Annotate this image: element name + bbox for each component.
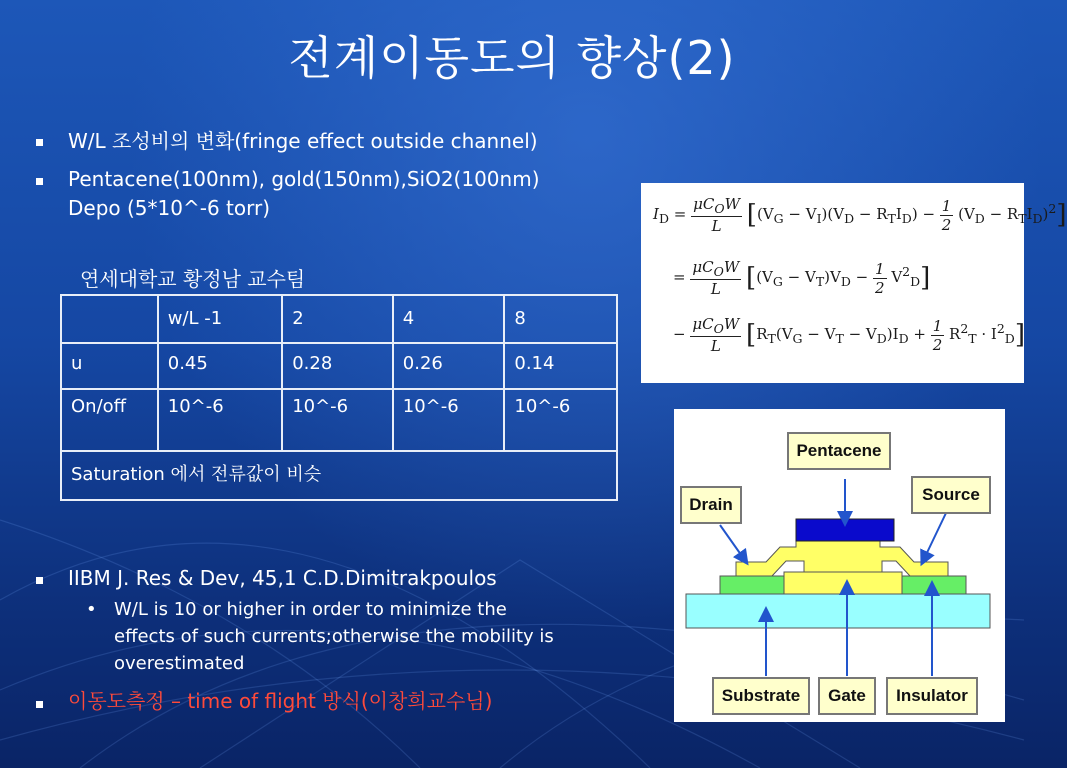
- table-footer-row: [61, 451, 617, 500]
- eq-symbol: −: [673, 325, 686, 343]
- eq-text: − R: [984, 205, 1019, 223]
- eq-sub: T: [767, 331, 776, 346]
- eq-text: (V: [756, 205, 774, 223]
- substrate-layer: [686, 594, 990, 628]
- eq-text: )V: [824, 268, 841, 286]
- eq-sub: T: [1018, 211, 1027, 226]
- eq-symbol: =: [673, 205, 687, 223]
- eq-text: −: [850, 268, 873, 286]
- table-cell: 10^-6: [504, 389, 617, 451]
- drain-current-equation: [641, 183, 1067, 383]
- sub-bullet-line3: overestimated: [114, 653, 245, 674]
- eq-text: (V: [756, 268, 773, 286]
- eq-symbol: 2: [875, 278, 885, 297]
- eq-text: (V: [953, 205, 975, 223]
- eq-text: +: [908, 325, 931, 343]
- table-row-onoff: [61, 389, 617, 451]
- table-cell: 10^-6: [393, 389, 505, 451]
- eq-sub: D: [840, 274, 851, 289]
- eq-text: ): [1042, 205, 1049, 223]
- eq-sup: 2: [960, 321, 969, 336]
- eq-symbol: 2: [932, 335, 943, 354]
- eq-sub: D: [1004, 331, 1015, 346]
- bullet-reference: IIBM J. Res & Dev, 45,1 C.D.Dimitrakpoulos: [68, 566, 497, 590]
- eq-text: V: [886, 268, 903, 286]
- pentacene-layer: [796, 519, 894, 541]
- eq-sub: D: [901, 211, 912, 226]
- eq-sub: I: [816, 211, 822, 226]
- eq-symbol: L: [711, 217, 722, 235]
- eq-fraction: [690, 315, 741, 355]
- eq-text: ) −: [911, 205, 940, 223]
- eq-sub: D: [658, 211, 669, 226]
- eq-sub: G: [772, 274, 783, 289]
- eq-text: − V: [782, 268, 816, 286]
- label-pentacene: Pentacene: [787, 432, 891, 470]
- eq-symbol: W: [723, 315, 740, 333]
- eq-symbol: W: [723, 258, 740, 276]
- eq-symbol: L: [710, 280, 721, 298]
- eq-symbol: 1: [932, 316, 943, 335]
- eq-symbol: μC: [692, 258, 714, 276]
- label-substrate: Substrate: [712, 677, 810, 715]
- label-insulator: Insulator: [886, 677, 978, 715]
- eq-text: R: [944, 325, 961, 343]
- table-footer-cell: Saturation 에서 전류값이 비슷: [61, 451, 617, 500]
- eq-symbol: μC: [693, 195, 715, 213]
- table-cell: 0.45: [158, 343, 282, 389]
- eq-symbol: 1: [875, 259, 885, 278]
- eq-sub: D: [876, 331, 887, 346]
- eq-text: · I: [976, 325, 997, 343]
- arrow-source: [924, 513, 946, 559]
- table-cell: 0.28: [282, 343, 393, 389]
- eq-fraction: [690, 258, 741, 298]
- sub-bullet-line2: effects of such currents;otherwise the mobility is: [114, 626, 554, 647]
- eq-fraction: [931, 317, 945, 354]
- eq-sub: T: [835, 331, 844, 346]
- eq-sub: D: [1032, 211, 1043, 226]
- eq-text: − R: [854, 205, 888, 223]
- bullet-materials-line2: Depo (5*10^-6 torr): [68, 196, 271, 220]
- sub-bullet-line1: W/L is 10 or higher in order to minimize the: [114, 599, 507, 620]
- eq-sub: G: [792, 331, 803, 346]
- eq-sup: 2: [902, 264, 911, 279]
- eq-symbol: 1: [941, 196, 952, 215]
- sub-bullet-marker: •: [86, 599, 97, 620]
- bullet-marker: [36, 577, 43, 584]
- eq-fraction: [873, 260, 887, 297]
- label-source: Source: [911, 476, 991, 514]
- bullet-wl-ratio: W/L 조성비의 변화(fringe effect outside channel): [68, 129, 538, 153]
- table-cell: w/L -1: [158, 295, 282, 343]
- eq-symbol: μC: [692, 315, 714, 333]
- mobility-table: [60, 294, 618, 501]
- eq-sub: G: [773, 211, 784, 226]
- table-header-row: [61, 295, 617, 343]
- table-cell: 0.14: [504, 343, 617, 389]
- eq-fraction: [940, 197, 954, 234]
- eq-text: I: [1026, 205, 1033, 223]
- table-cell: [61, 295, 158, 343]
- eq-sub: T: [968, 331, 977, 346]
- bullet-marker: [36, 178, 43, 185]
- eq-text: − V: [783, 205, 817, 223]
- slide-title: 전계이동도의 향상(2): [288, 31, 736, 85]
- eq-text: )I: [886, 325, 899, 343]
- lab-caption: 연세대학교 황정남 교수팀: [80, 267, 306, 291]
- equation-line-3: − $\frac{\mu C_OW}{L}$ [$R_T(V_G - V_T - V_D)I_D$ + $\frac{1}{2}$ $R^2_T \cdot I^2_D$]: [673, 315, 1025, 355]
- eq-sub: D: [898, 331, 909, 346]
- eq-text: )(V: [821, 205, 845, 223]
- eq-sup: 2: [1048, 201, 1057, 216]
- equation-line-2: = $\frac{\mu C_OW}{L}$ [$(V_G - V_T)V_D$ − $\frac{1}{2}$ $V^2_D$]: [673, 258, 931, 298]
- eq-sub: O: [713, 321, 724, 336]
- otft-structure-diagram: [674, 409, 1005, 722]
- eq-sup: 2: [996, 321, 1005, 336]
- table-cell: 10^-6: [158, 389, 282, 451]
- equation-line-1: $I_D$ = $\frac{\mu C_OW}{L}$ [$(V_G - V_I)(V_D - R_TI_D)$ − $\frac{1}{2}$ $(V_D - R_TI_D)^2$]: [653, 195, 1067, 235]
- label-drain: Drain: [680, 486, 742, 524]
- eq-text: I: [895, 205, 902, 223]
- eq-text: − V: [802, 325, 836, 343]
- eq-symbol: W: [724, 195, 741, 213]
- table-cell: 8: [504, 295, 617, 343]
- label-gate: Gate: [818, 677, 876, 715]
- eq-symbol: 2: [941, 215, 952, 234]
- gate-layer: [784, 572, 902, 594]
- eq-sub: T: [815, 274, 825, 289]
- eq-sub: D: [844, 211, 855, 226]
- arrow-drain: [720, 525, 744, 559]
- table-cell: u: [61, 343, 158, 389]
- eq-sub: D: [974, 211, 985, 226]
- bullet-materials-line1: Pentacene(100nm), gold(150nm),SiO2(100nm): [68, 167, 540, 191]
- eq-symbol: I: [653, 205, 659, 223]
- table-cell: 10^-6: [282, 389, 393, 451]
- eq-symbol: L: [710, 337, 721, 355]
- eq-sub: O: [714, 201, 725, 216]
- eq-text: − V: [843, 325, 877, 343]
- table-row-mobility: [61, 343, 617, 389]
- table-cell: 0.26: [393, 343, 505, 389]
- electrode-layer: [736, 539, 948, 576]
- eq-fraction: [691, 195, 742, 235]
- bullet-marker: [36, 139, 43, 146]
- bullet-marker: [36, 701, 43, 708]
- eq-sub: T: [887, 211, 896, 226]
- eq-sub: D: [910, 274, 921, 289]
- table-cell: 4: [393, 295, 505, 343]
- table-cell: 2: [282, 295, 393, 343]
- eq-text: R: [756, 325, 768, 343]
- eq-sub: O: [713, 264, 724, 279]
- table-cell: On/off: [61, 389, 158, 451]
- eq-text: (V: [775, 325, 793, 343]
- bullet-time-of-flight: 이동도측정 – time of flight 방식(이창희교수님): [68, 689, 493, 713]
- eq-symbol: =: [673, 268, 686, 286]
